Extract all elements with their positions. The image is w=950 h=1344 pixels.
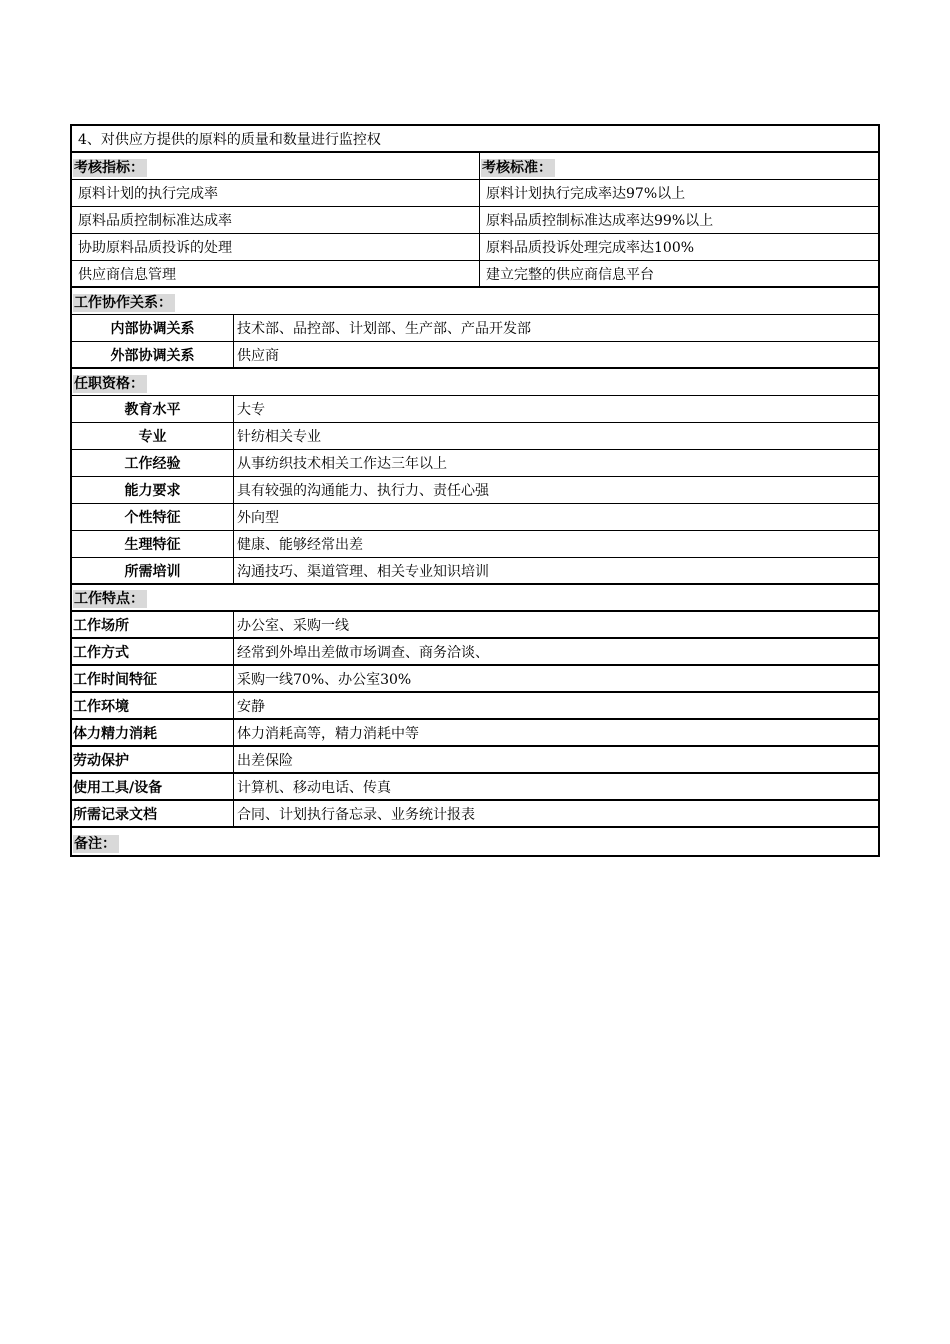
row-label: 个性特征 [72, 504, 234, 530]
row-label: 劳动保护 [72, 747, 234, 772]
indicator-cell: 原料品质控制标准达成率 [72, 207, 480, 233]
row-value: 外向型 [237, 510, 279, 526]
features-header-row [72, 585, 878, 612]
assessment-header-row [72, 153, 878, 180]
cooperation-header-row [72, 288, 878, 315]
features-row [72, 747, 878, 774]
row-label: 工作场所 [72, 612, 234, 637]
features-row [72, 774, 878, 801]
row-value: 供应商 [237, 347, 279, 364]
row-value: 针纺相关专业 [237, 429, 321, 445]
cooperation-row [72, 315, 878, 342]
row-value: 合同、计划执行备忘录、业务统计报表 [237, 806, 475, 823]
features-row [72, 666, 878, 693]
qualification-row [72, 531, 878, 558]
row-value: 沟通技巧、渠道管理、相关专业知识培训 [237, 563, 489, 580]
qualification-row [72, 423, 878, 450]
qualification-row [72, 504, 878, 531]
features-row [72, 801, 878, 828]
row-value: 办公室、采购一线 [237, 617, 349, 634]
qualification-row [72, 558, 878, 585]
features-row [72, 639, 878, 666]
row-label: 能力要求 [72, 477, 234, 503]
row-label: 工作环境 [72, 693, 234, 718]
row-value: 经常到外埠出差做市场调查、商务洽谈、 [237, 644, 489, 661]
authority-row [72, 126, 878, 153]
row-label: 工作方式 [72, 639, 234, 664]
row-value: 健康、能够经常出差 [237, 537, 363, 553]
cooperation-header: 工作协作关系： [73, 294, 175, 312]
remarks-header: 备注： [73, 835, 119, 853]
cooperation-row [72, 342, 878, 369]
features-header: 工作特点： [73, 590, 147, 608]
standard-cell: 原料品质控制标准达成率达99%以上 [486, 213, 714, 229]
indicator-header: 考核指标： [73, 159, 147, 177]
row-label: 工作经验 [72, 450, 234, 476]
job-description-table [70, 124, 880, 857]
indicator-cell: 供应商信息管理 [72, 261, 480, 286]
row-value: 大专 [237, 402, 265, 418]
assessment-row [72, 207, 878, 234]
row-label: 专业 [72, 423, 234, 449]
row-label: 使用工具/设备 [72, 774, 234, 799]
standard-cell: 建立完整的供应商信息平台 [486, 266, 654, 283]
row-value: 出差保险 [237, 752, 293, 769]
row-value: 体力消耗高等，精力消耗中等 [237, 725, 419, 742]
row-label: 内部协调关系 [72, 315, 234, 341]
standard-cell: 原料品质投诉处理完成率达100% [486, 240, 695, 256]
features-row [72, 693, 878, 720]
standard-cell: 原料计划执行完成率达97%以上 [486, 186, 686, 202]
assessment-row [72, 180, 878, 207]
features-row [72, 612, 878, 639]
row-value: 技术部、品控部、计划部、生产部、产品开发部 [237, 321, 531, 337]
row-value: 具有较强的沟通能力、执行力、责任心强 [237, 483, 489, 499]
row-label: 工作时间特征 [72, 666, 234, 691]
row-label: 外部协调关系 [72, 342, 234, 367]
authority-text: 4、对供应方提供的原料的质量和数量进行监控权 [78, 131, 381, 148]
row-label: 所需培训 [72, 558, 234, 583]
row-value: 计算机、移动电话、传真 [237, 779, 391, 796]
row-value: 采购一线70%、办公室30% [237, 671, 412, 688]
qualification-row [72, 450, 878, 477]
row-label: 教育水平 [72, 396, 234, 422]
features-row [72, 720, 878, 747]
standard-header: 考核标准： [481, 159, 555, 177]
indicator-cell: 协助原料品质投诉的处理 [72, 234, 480, 260]
row-label: 所需记录文档 [72, 801, 234, 826]
row-value: 从事纺织技术相关工作达三年以上 [237, 456, 447, 472]
qualification-header: 任职资格： [73, 375, 147, 393]
row-value: 安静 [237, 698, 265, 715]
row-label: 生理特征 [72, 531, 234, 557]
indicator-cell: 原料计划的执行完成率 [72, 180, 480, 206]
qualification-header-row [72, 369, 878, 396]
qualification-row [72, 477, 878, 504]
assessment-row [72, 234, 878, 261]
assessment-row [72, 261, 878, 288]
row-label: 体力精力消耗 [72, 720, 234, 745]
remarks-row [72, 828, 878, 855]
qualification-row [72, 396, 878, 423]
